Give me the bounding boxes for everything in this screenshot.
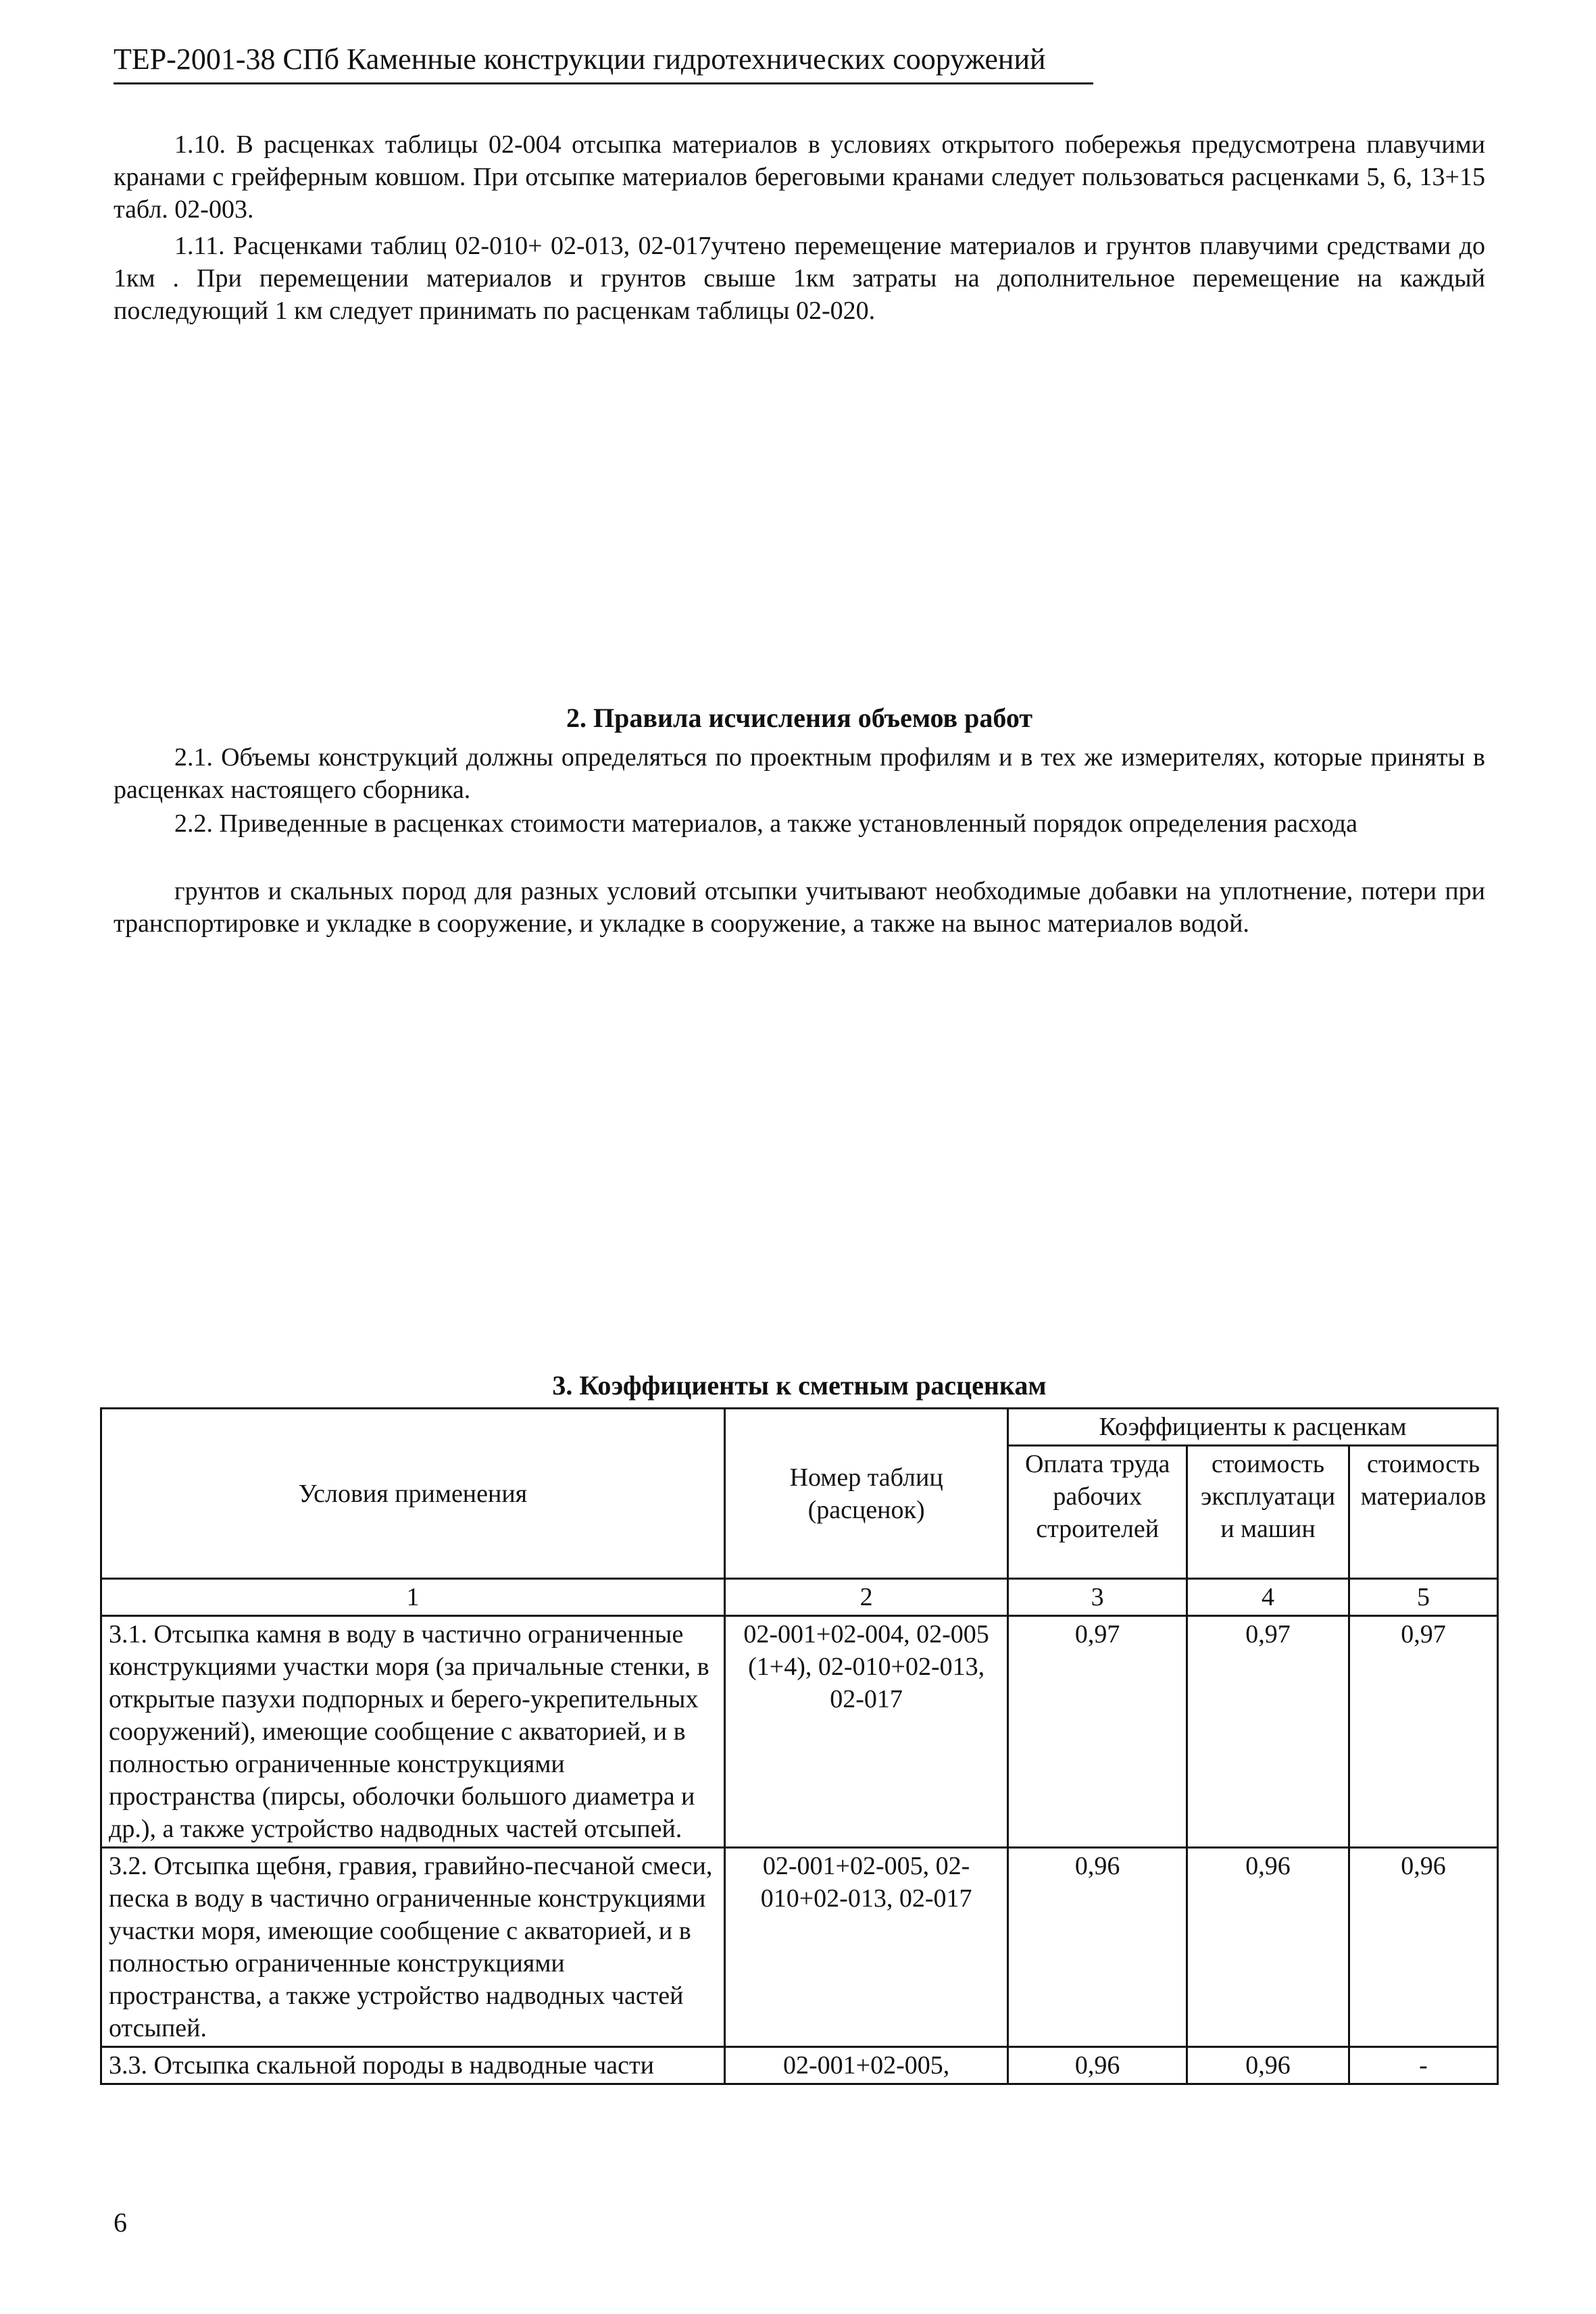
header-machines: стоимость эксплуатаци и машин <box>1187 1446 1349 1579</box>
paragraph-2-1: 2.1. Объемы конструкций должны определяться по проектным профилям и в тех же измерителях, которые приняты в расценках настоящего сборника. <box>114 743 1485 804</box>
document-header: ТЕР-2001-38 СПб Каменные конструкции гидротехнических сооружений <box>114 39 1093 84</box>
page-number: 6 <box>114 2207 127 2238</box>
row-labor: 0,97 <box>1008 1616 1187 1848</box>
paragraph-2-2b: грунтов и скальных пород для разных условий отсыпки учитывают необходимые добавки на уплотнение, потери при транспортировке и укладке в сооружение, и укладке в сооружение, а также на вынос материалов водой. <box>114 877 1485 938</box>
header-table-numbers: Номер таблиц (расценок) <box>724 1409 1007 1579</box>
row-machines: 0,96 <box>1187 2047 1349 2084</box>
table-row <box>101 2047 1498 2084</box>
column-number-row <box>101 1579 1498 1616</box>
col-number: 2 <box>724 1579 1007 1616</box>
header-conditions: Условия применения <box>101 1409 725 1579</box>
row-condition: 3.3. Отсыпка скальной породы в надводные части <box>101 2047 725 2084</box>
section-2-title: 2. Правила исчисления объемов работ <box>566 703 1032 733</box>
row-machines: 0,97 <box>1187 1616 1349 1848</box>
row-machines: 0,96 <box>1187 1848 1349 2047</box>
col-number: 4 <box>1187 1579 1349 1616</box>
col-number: 3 <box>1008 1579 1187 1616</box>
section-3-title: 3. Коэффициенты к сметным расценкам <box>552 1370 1047 1401</box>
paragraph-1-11: 1.11. Расценками таблиц 02-010+ 02-013, 02-017учтено перемещение материалов и грунтов плавучими средствами до 1км . При перемещении материалов и грунтов свыше 1км затраты на дополнительное перемещение на каждый последующий 1 км следует принимать по расценкам таблицы 02-020. <box>114 232 1485 325</box>
row-materials: 0,96 <box>1349 1848 1498 2047</box>
row-condition: 3.1. Отсыпка камня в воду в частично ограниченные конструкциями участки моря (за причальные стенки, в открытые пазухи подпорных и берего-укрепительных сооружений), имеющие сообщение с акваторией, и в полностью ограниченные конструкциями пространства (пирсы, оболочки большого диаметра и др.), а также устройство надводных частей отсыпей. <box>101 1616 725 1848</box>
row-materials: - <box>1349 2047 1498 2084</box>
header-coef-group: Коэффициенты к расценкам <box>1008 1409 1498 1446</box>
row-labor: 0,96 <box>1008 2047 1187 2084</box>
row-materials: 0,97 <box>1349 1616 1498 1848</box>
row-tables: 02-001+02-005, 02-010+02-013, 02-017 <box>724 1848 1007 2047</box>
row-tables: 02-001+02-004, 02-005 (1+4), 02-010+02-013, 02-017 <box>724 1616 1007 1848</box>
header-labor: Оплата труда рабочих строителей <box>1008 1446 1187 1579</box>
coefficients-table <box>100 1407 1499 2085</box>
table-header-row-1 <box>101 1409 1498 1446</box>
paragraph-1-10: 1.10. В расценках таблицы 02-004 отсыпка материалов в условиях открытого побережья предусмотрена плавучими кранами с грейферным ковшом. При отсыпке материалов береговыми кранами следует пользоваться расценками 5, 6, 13+15 табл. 02-003. <box>114 130 1485 224</box>
col-number: 5 <box>1349 1579 1498 1616</box>
row-tables: 02-001+02-005, <box>724 2047 1007 2084</box>
table-row <box>101 1848 1498 2047</box>
paragraph-2-2a: 2.2. Приведенные в расценках стоимости материалов, а также установленный порядок определения расхода <box>174 809 1358 838</box>
col-number: 1 <box>101 1579 725 1616</box>
header-materials: стоимость материалов <box>1349 1446 1498 1579</box>
row-labor: 0,96 <box>1008 1848 1187 2047</box>
table-row <box>101 1616 1498 1848</box>
row-condition: 3.2. Отсыпка щебня, гравия, гравийно-песчаной смеси, песка в воду в частично ограниченные конструкциями участки моря, имеющие сообщение с акваторией, и в полностью ограниченные конструкциями пространства, а также устройство надводных частей отсыпей. <box>101 1848 725 2047</box>
